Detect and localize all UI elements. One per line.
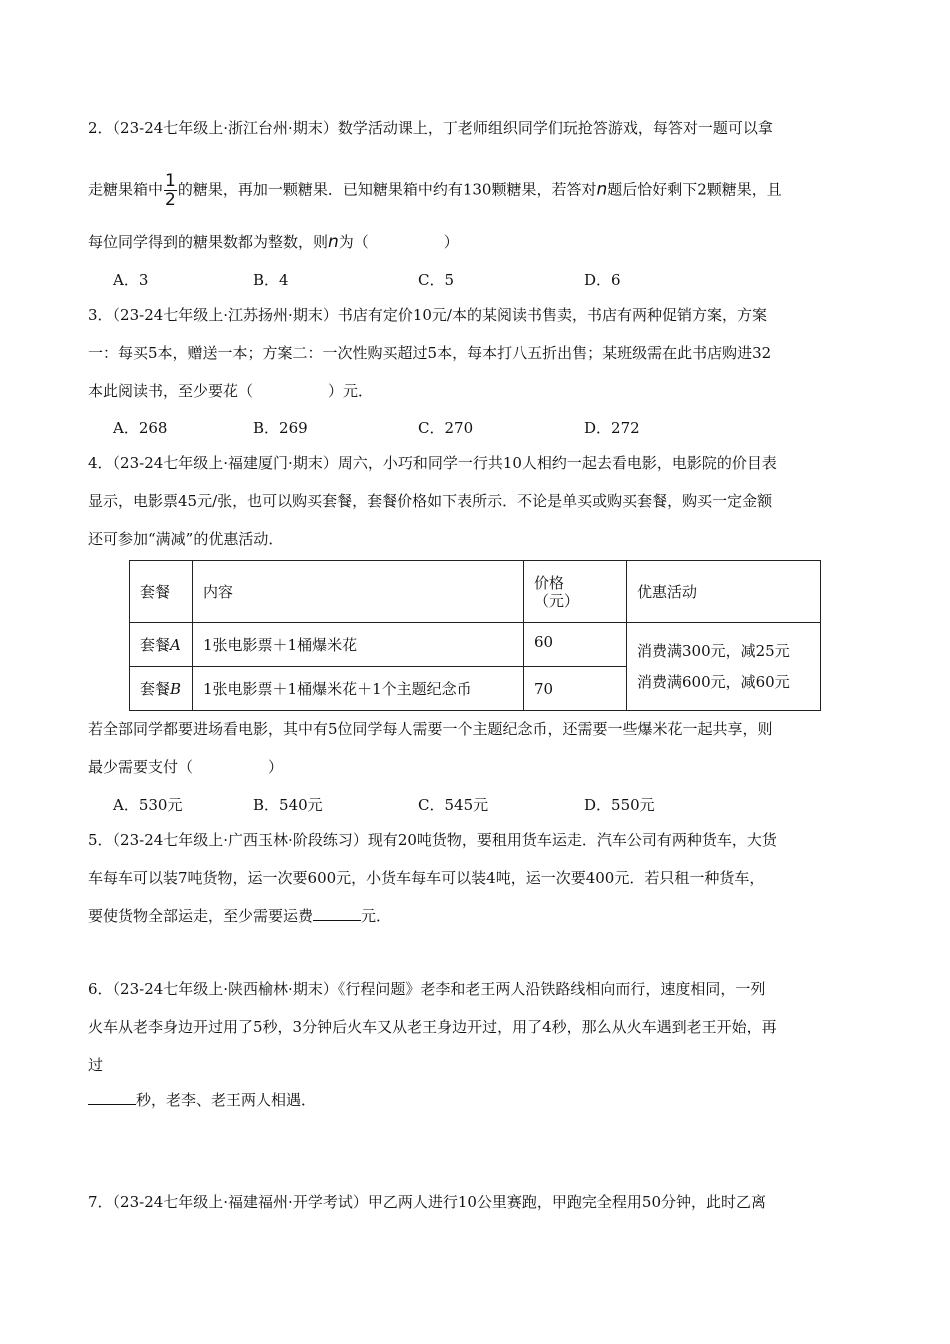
q4-line-2: 显示，电影票45元/张，也可以购买套餐，套餐价格如下表所示．不论是单买或购买套餐，购买一定金额 xyxy=(88,492,773,510)
package-b-name: 套餐B xyxy=(130,667,193,711)
q5-line-2: 车每车可以装7吨货物，运一次要600元，小货车每车可以装4吨，运一次要400元．若只租一种货车， xyxy=(88,869,765,887)
promotion-line-1: 消费满300元，减25元 xyxy=(637,641,790,660)
q2-line-2 xyxy=(88,172,782,209)
q5-answer-blank xyxy=(313,906,361,921)
package-a-name: 套餐A xyxy=(130,623,193,667)
header-package: 套餐 xyxy=(130,561,193,623)
q2-line-2-a: 走糖果箱中 xyxy=(88,180,164,199)
package-a-letter: A xyxy=(170,636,181,654)
q6-answer-blank xyxy=(88,1090,136,1105)
q4-line-4: 若全部同学都要进场看电影，其中有5位同学每人需要一个主题纪念币，还需要一些爆米花一起共享，则 xyxy=(88,720,773,738)
q4-line-3: 还可参加“满减”的优惠活动． xyxy=(88,530,284,548)
q6-line-3: 过 xyxy=(88,1056,104,1074)
fraction-numerator: 1 xyxy=(165,171,176,191)
q3-option-c: C．270 xyxy=(418,419,474,437)
q3-option-a: A．268 xyxy=(113,419,168,437)
q3-line-1: 3．（23-24七年级上·江苏扬州·期末）书店有定价10元/本的某阅读书售卖，书店有两种促销方案，方案 xyxy=(88,306,767,324)
package-b-content: 1张电影票＋1桶爆米花＋1个主题纪念币 xyxy=(193,667,524,711)
q4-option-d: D．550元 xyxy=(584,796,655,814)
header-price xyxy=(524,561,627,623)
variable-n: n xyxy=(596,179,608,200)
q2-line-3-b: 为（ ） xyxy=(338,233,459,251)
package-a-price: 60 xyxy=(524,623,627,667)
q4-option-c: C．545元 xyxy=(418,796,489,814)
fraction-denominator: 2 xyxy=(165,190,176,210)
q3-line-2: 一：每买5本，赠送一本；方案二：一次性购买超过5本，每本打八五折出售；某班级需在此书店购进32 xyxy=(88,344,772,362)
q5-line-3 xyxy=(88,906,391,926)
q2-line-2-b: 的糖果，再加一颗糖果．已知糖果箱中约有130颗糖果，若答对 xyxy=(177,180,597,199)
q5-line-3-b: 元． xyxy=(361,907,392,925)
q5-line-3-a: 要使货物全部运走，至少需要运费 xyxy=(88,907,314,925)
q3-line-3: 本此阅读书，至少要花（ ）元． xyxy=(88,382,374,400)
q4-line-5: 最少需要支付（ ） xyxy=(88,758,284,776)
q5-line-1: 5．（23-24七年级上·广西玉林·阶段练习）现有20吨货物，要租用货车运走．汽车公司有两种货车，大货 xyxy=(88,831,777,849)
package-b-letter: B xyxy=(170,680,182,698)
package-row-a xyxy=(130,623,821,667)
header-promotion: 优惠活动 xyxy=(627,561,821,623)
q2-option-a: A．3 xyxy=(113,271,149,289)
q2-line-3-a: 每位同学得到的糖果数都为整数，则 xyxy=(88,233,329,251)
q2-option-b: B．4 xyxy=(253,271,289,289)
q2-line-3 xyxy=(88,232,459,252)
header-price-1: 价格 xyxy=(534,573,565,592)
package-table-header-row xyxy=(130,561,821,623)
q4-line-1: 4．（23-24七年级上·福建厦门·期末）周六，小巧和同学一行共10人相约一起去看电影，电影院的价目表 xyxy=(88,454,777,472)
variable-n-2: n xyxy=(328,232,339,252)
q2-line-1: 2．（23-24七年级上·浙江台州·期末）数学活动课上，丁老师组织同学们玩抢答游戏，每答对一题可以拿 xyxy=(88,119,773,137)
q2-line-2-c: 题后恰好剩下2颗糖果，且 xyxy=(607,180,782,199)
q2-option-d: D．6 xyxy=(584,271,621,289)
q2-option-c: C．5 xyxy=(418,271,455,289)
q4-option-b: B．540元 xyxy=(253,796,323,814)
package-a-content: 1张电影票＋1桶爆米花 xyxy=(193,623,524,667)
package-b-price: 70 xyxy=(524,667,627,711)
header-content: 内容 xyxy=(193,561,524,623)
promotion-cell xyxy=(627,623,821,711)
package-table xyxy=(129,560,821,711)
promotion-line-2: 消费满600元，减60元 xyxy=(637,672,790,691)
fraction-one-half xyxy=(164,172,177,209)
q6-line-2: 火车从老李身边开过用了5秒，3分钟后火车又从老王身边开过，用了4秒，那么从火车遇到老王开始，再 xyxy=(88,1018,777,1036)
q3-option-d: D．272 xyxy=(584,419,640,437)
q4-option-a: A．530元 xyxy=(113,796,183,814)
q6-line-1: 6．（23-24七年级上·陕西榆林·期末）《行程问题》老李和老王两人沿铁路线相向而行，速度相同，一列 xyxy=(88,980,766,998)
q7-line-1: 7．（23-24七年级上·福建福州·开学考试）甲乙两人进行10公里赛跑，甲跑完全程用50分钟，此时乙离 xyxy=(88,1193,766,1211)
q6-line-4 xyxy=(88,1090,316,1110)
q6-line-4-b: 秒，老李、老王两人相遇． xyxy=(136,1091,317,1109)
header-price-2: （元） xyxy=(534,591,580,610)
q3-option-b: B．269 xyxy=(253,419,308,437)
